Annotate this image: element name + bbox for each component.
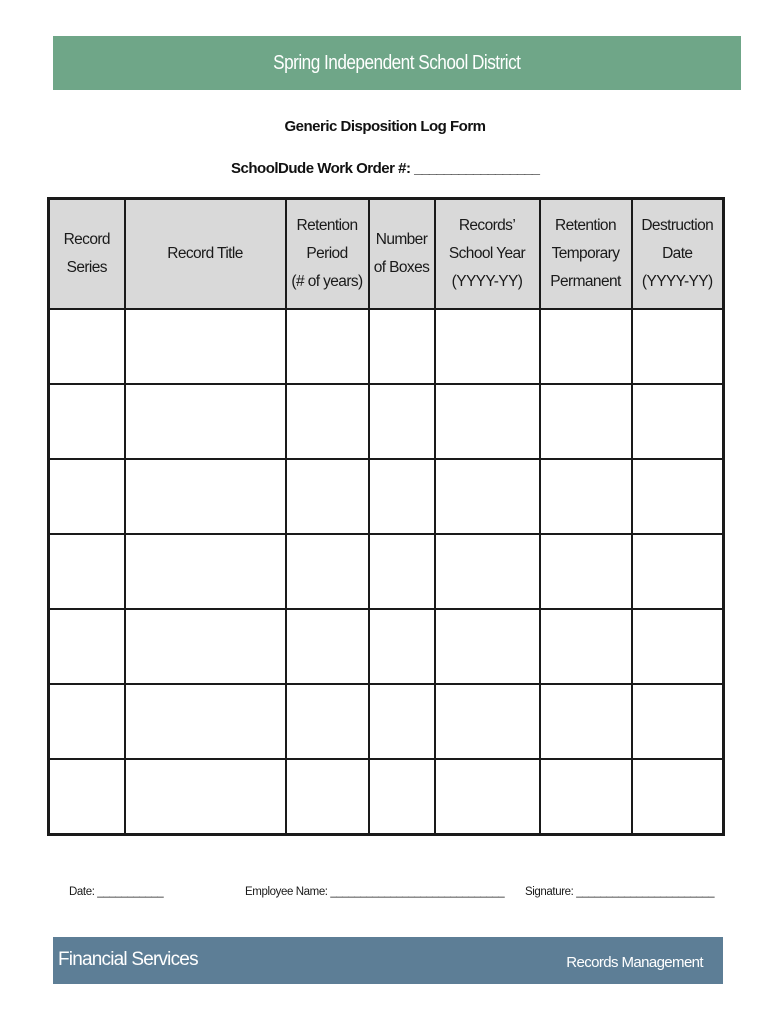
signoff-fields xyxy=(0,886,770,906)
table-cell[interactable] xyxy=(286,759,369,835)
employee-name-field[interactable]: Employee Name: _____________________________ xyxy=(245,886,505,898)
table-cell[interactable] xyxy=(540,459,632,534)
table-cell[interactable] xyxy=(125,309,286,384)
date-field[interactable]: Date: ___________ xyxy=(69,886,164,898)
table-cell[interactable] xyxy=(540,309,632,384)
table-row xyxy=(49,684,724,759)
table-cell[interactable] xyxy=(286,384,369,459)
table-cell[interactable] xyxy=(632,459,724,534)
table-cell[interactable] xyxy=(49,384,125,459)
work-order-line xyxy=(0,160,770,177)
table-row xyxy=(49,534,724,609)
table-cell[interactable] xyxy=(369,309,435,384)
table-cell[interactable] xyxy=(49,459,125,534)
table-cell[interactable] xyxy=(286,459,369,534)
form-title: Generic Disposition Log Form xyxy=(284,118,486,135)
table-cell[interactable] xyxy=(632,384,724,459)
table-cell[interactable] xyxy=(49,309,125,384)
table-row xyxy=(49,759,724,835)
table-cell[interactable] xyxy=(540,609,632,684)
table-cell[interactable] xyxy=(435,684,540,759)
column-header-retention-type: Retention Temporary Permanent xyxy=(540,199,632,310)
table-cell[interactable] xyxy=(369,684,435,759)
table-cell[interactable] xyxy=(369,459,435,534)
column-header-retention-period: Retention Period (# of years) xyxy=(286,199,369,310)
table-header-row xyxy=(49,199,724,310)
table-cell[interactable] xyxy=(369,534,435,609)
signature-field[interactable]: Signature: _______________________ xyxy=(525,886,715,898)
table-cell[interactable] xyxy=(49,534,125,609)
table-row xyxy=(49,309,724,384)
table-cell[interactable] xyxy=(125,534,286,609)
column-header-number-of-boxes: Number of Boxes xyxy=(369,199,435,310)
table-cell[interactable] xyxy=(435,609,540,684)
disposition-log-table xyxy=(47,197,725,836)
table-cell[interactable] xyxy=(125,609,286,684)
table-cell[interactable] xyxy=(49,759,125,835)
table-cell[interactable] xyxy=(435,534,540,609)
table-cell[interactable] xyxy=(435,759,540,835)
footer-banner xyxy=(53,937,723,984)
column-header-school-year: Records’ School Year (YYYY-YY) xyxy=(435,199,540,310)
table-cell[interactable] xyxy=(540,684,632,759)
table-row xyxy=(49,459,724,534)
column-header-record-series: Record Series xyxy=(49,199,125,310)
table-cell[interactable] xyxy=(435,309,540,384)
table-cell[interactable] xyxy=(125,459,286,534)
column-header-record-title: Record Title xyxy=(125,199,286,310)
table-cell[interactable] xyxy=(540,759,632,835)
table-cell[interactable] xyxy=(540,534,632,609)
table-cell[interactable] xyxy=(369,609,435,684)
district-title: Spring Independent School District xyxy=(273,51,521,74)
table-row xyxy=(49,609,724,684)
table-cell[interactable] xyxy=(286,534,369,609)
table-cell[interactable] xyxy=(632,534,724,609)
table-cell[interactable] xyxy=(369,759,435,835)
table-cell[interactable] xyxy=(632,309,724,384)
table-cell[interactable] xyxy=(286,684,369,759)
table-cell[interactable] xyxy=(435,459,540,534)
table-cell[interactable] xyxy=(286,609,369,684)
table-cell[interactable] xyxy=(125,759,286,835)
table-cell[interactable] xyxy=(125,384,286,459)
table-row xyxy=(49,384,724,459)
table-cell[interactable] xyxy=(632,684,724,759)
work-order-label: SchoolDude Work Order #: xyxy=(231,160,411,177)
table-cell[interactable] xyxy=(632,759,724,835)
table-cell[interactable] xyxy=(632,609,724,684)
table-cell[interactable] xyxy=(49,684,125,759)
column-header-destruction-date: Destruction Date (YYYY-YY) xyxy=(632,199,724,310)
table-cell[interactable] xyxy=(49,609,125,684)
table-cell[interactable] xyxy=(435,384,540,459)
table-cell[interactable] xyxy=(540,384,632,459)
work-order-blank[interactable]: _________________ xyxy=(414,160,539,177)
table-cell[interactable] xyxy=(369,384,435,459)
header-banner xyxy=(53,36,741,90)
table-cell[interactable] xyxy=(125,684,286,759)
footer-department: Financial Services xyxy=(58,949,198,970)
footer-division: Records Management xyxy=(566,954,703,971)
table-cell[interactable] xyxy=(286,309,369,384)
